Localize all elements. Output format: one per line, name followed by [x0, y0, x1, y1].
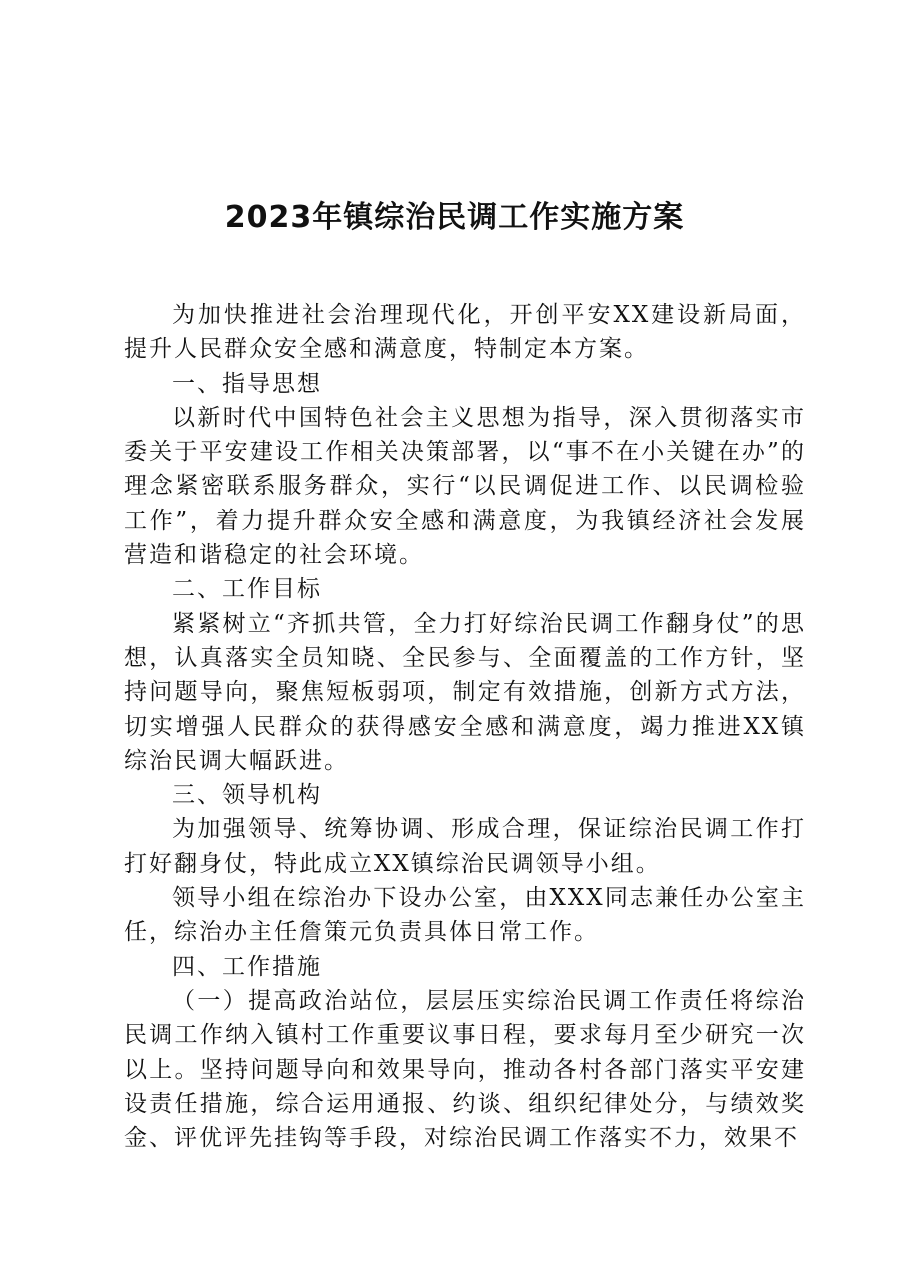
document-title: 2023年镇综治民调工作实施方案: [224, 200, 685, 235]
intro-paragraph: 为加快推进社会治理现代化，开创平安XX建设新局面，提升人民群众安全感和满意度，特制定本方案。: [124, 302, 806, 363]
work-goals-paragraph: 紧紧树立“齐抓共管，全力打好综治民调工作翻身仗”的思想，认真落实全员知晓、全民参与、全面覆盖的工作方针，坚持问题导向，聚焦短板弱项，制定有效措施，创新方式方法，切实增强人民群众的获得感安全感和满意度，竭力推进XX镇综治民调大幅跃进。: [124, 610, 806, 774]
leadership-paragraph-1: 为加强领导、统筹协调、形成合理，保证综治民调工作打打好翻身仗，特此成立XX镇综治民调领导小组。: [124, 816, 806, 877]
section-heading-leadership: 三、领导机构: [172, 782, 322, 809]
document-body: [124, 298, 806, 1155]
leadership-paragraph-2: 领导小组在综治办下设办公室，由XXX同志兼任办公室主任，综治办主任詹策元负责具体日常工作。: [124, 885, 806, 946]
section-heading-guiding-ideology: 一、指导思想: [172, 370, 322, 397]
work-measures-paragraph-1: （一）提高政治站位，层层压实综治民调工作责任将综治民调工作纳入镇村工作重要议事日程，要求每月至少研究一次以上。坚持问题导向和效果导向，推动各村各部门落实平安建设责任措施，综合运用通报、约谈、组织纪律处分，与绩效奖金、评优评先挂钩等手段，对综治民调工作落实不力，效果不: [124, 987, 806, 1152]
guiding-ideology-paragraph: 以新时代中国特色社会主义思想为指导，深入贯彻落实市委关于平安建设工作相关决策部署，以“事不在小关键在办”的理念紧密联系服务群众，实行“以民调促进工作、以民调检验工作”，着力提升群众安全感和满意度，为我镇经济社会发展营造和谐稳定的社会环境。: [124, 404, 806, 569]
section-heading-work-goals: 二、工作目标: [172, 576, 322, 603]
section-heading-work-measures: 四、工作措施: [172, 953, 322, 980]
